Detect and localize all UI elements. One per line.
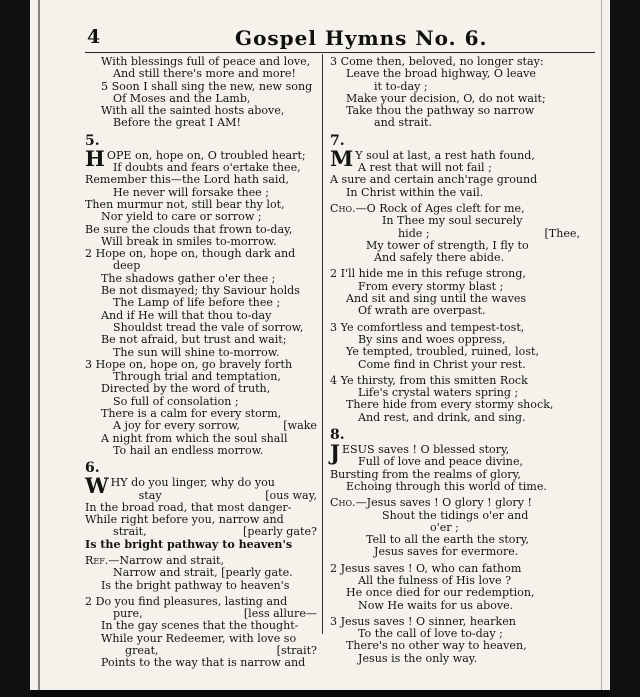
hymn6-v3-line: it to-day ;	[374, 79, 428, 93]
hymn8-line: Full of love and peace divine,	[358, 455, 524, 469]
drop-cap: M	[330, 145, 354, 171]
hymn7-v2-line: 2 I'll hide me in this refuge strong,	[330, 267, 526, 281]
chorus-line: —O Rock of Ages cleft for me,	[355, 201, 525, 215]
hymn7-v4-line: Life's crystal waters spring ;	[358, 386, 519, 400]
hymn5-v3-line: A joy for every sorrow,	[113, 419, 240, 433]
hymn5-v2-line: Shouldst tread the vale of sorrow,	[113, 320, 304, 334]
hymn6-line: In the broad road, that most danger-	[85, 500, 292, 514]
drop-cap: J	[330, 440, 340, 466]
hymn8-v2-line: Now He waits for us above.	[358, 598, 514, 612]
scan-border-right	[610, 0, 640, 697]
hymn4-verse5-line: With all the sainted hosts above,	[101, 104, 285, 118]
hymn6-v2-line: pure,	[113, 607, 143, 621]
hymn-number-7: 7.	[330, 132, 345, 149]
hymn6-v2-line: While your Redeemer, with love so	[101, 631, 297, 645]
hymn7-v3-line: By sins and woes oppress,	[358, 332, 506, 346]
hymn5-v3-line: Through trial and temptation,	[113, 370, 281, 384]
page-fold-line	[38, 0, 40, 690]
column-divider	[322, 54, 323, 634]
refrain-label: Ref.	[85, 553, 109, 567]
hymn5-v3-line: Directed by the word of truth,	[101, 382, 271, 396]
hymn4-line: With blessings full of peace and love,	[101, 55, 311, 68]
hymn6-v3-line: Leave the broad highway, O leave	[346, 67, 537, 81]
hymn8-line: Bursting from the realms of glory,	[330, 467, 521, 481]
hymn5-line: Remember this—the Lord hath said,	[85, 173, 289, 187]
hymn7-first-line: Y soul at last, a rest hath found,	[355, 148, 535, 162]
scan-border-left	[0, 0, 30, 697]
hymn4-verse5-line: Before the great I AM!	[113, 116, 241, 130]
hymn5-v3-line: To hail an endless morrow.	[113, 443, 264, 457]
chorus-line: In Thee my soul securely	[382, 214, 523, 228]
hymn8-v3-line: To the call of love to-day ;	[358, 627, 503, 641]
page-edge-line	[601, 0, 602, 690]
hymn8-v2-line: He once died for our redemption,	[346, 586, 535, 600]
chorus-line: hide ;	[398, 226, 430, 240]
hymn8-v2-line: 2 Jesus saves ! O, who can fathom	[330, 561, 522, 575]
hymn6-v2-line: In the gay scenes that the thought-	[101, 619, 299, 633]
hymn5-v2-line: Be not afraid, but trust and wait;	[101, 333, 287, 347]
hymn5-v2-line: The sun will shine to-morrow.	[113, 345, 280, 359]
hymn7-v2-line: Of wrath are overpast.	[358, 304, 486, 318]
hymn7-v4-line: There hide from every stormy shock,	[346, 398, 554, 412]
hymn-number-5: 5.	[85, 132, 100, 149]
hymn4-line: And still there's more and more!	[113, 67, 296, 81]
hymn6-v3-line: Make your decision, O, do not wait;	[346, 91, 546, 105]
hymn6-v2-runover: [strait?	[276, 644, 317, 658]
hymn-number-6: 6.	[85, 460, 100, 477]
chorus-line: And safely there abide.	[374, 251, 505, 265]
hymn5-v3-line: 3 Hope on, hope on, go bravely forth	[85, 357, 293, 371]
hymn6-line: strait,	[113, 525, 147, 539]
drop-cap: H	[85, 145, 105, 171]
hymn5-line: If doubts and fears o'ertake thee,	[113, 161, 301, 175]
chorus-label: Cho.	[330, 201, 356, 215]
hymn5-v2-line: 2 Hope on, hope on, though dark and	[85, 247, 296, 261]
hymn5-v2-line: The Lamp of life before thee ;	[113, 296, 281, 310]
hymn7-v4-line: And rest, and drink, and sing.	[358, 410, 526, 424]
refrain-line: Narrow and strait, [pearly gate.	[113, 566, 293, 580]
hymn7-line: In Christ within the vail.	[346, 185, 484, 199]
hymn8-v3-line: Jesus is the only way.	[358, 651, 478, 665]
refrain-line: —Narrow and strait,	[108, 553, 224, 567]
hymn6-v2-line: great,	[125, 644, 159, 658]
hymn8-v2-line: All the fulness of His love ?	[358, 573, 512, 587]
hymn5-v3-line: A night from which the soul shall	[101, 431, 288, 445]
hymn6-runover: [ous way,	[265, 488, 317, 502]
right-column	[330, 56, 580, 665]
hymn8-line: Echoing through this world of time.	[346, 479, 547, 493]
hymn7-v3-line: Ye tempted, troubled, ruined, lost,	[346, 345, 539, 359]
hymn8-first-line: ESUS saves ! O blessed story,	[341, 443, 510, 457]
hymn4-verse5-line: 5 Soon I shall sing the new, new song	[101, 79, 313, 93]
hymn7-line: A sure and certain anch'rage ground	[330, 173, 538, 187]
hymn7-v2-line: And sit and sing until the waves	[346, 292, 527, 306]
hymn4-verse5-line: Of Moses and the Lamb,	[113, 91, 251, 105]
hymn6-v2-line: Points to the way that is narrow and	[101, 656, 306, 670]
hymn6-first-line: HY do you linger, why do you	[110, 476, 275, 490]
hymn6-v2-runover: [less allure—	[243, 607, 317, 621]
hymn5-v2-line: Be not dismayed; thy Saviour holds	[101, 284, 300, 298]
hymn6-line: Is the bright pathway to heaven's	[85, 537, 293, 551]
chorus-line: Tell to all the earth the story,	[366, 533, 530, 547]
refrain-line: Is the bright pathway to heaven's	[101, 578, 290, 592]
hymn5-first-line: OPE on, hope on, O troubled heart;	[106, 148, 306, 162]
hymn5-line: Will break in smiles to-morrow.	[101, 234, 277, 248]
hymn5-line: He never will forsake thee ;	[113, 185, 270, 199]
hymn5-line: Be sure the clouds that frown to-day,	[85, 222, 293, 236]
hymn5-v3-line: There is a calm for every storm,	[101, 407, 282, 421]
hymn6-v2-line: 2 Do you find pleasures, lasting and	[85, 594, 288, 608]
hymn8-v3-line: 3 Jesus saves ! O sinner, hearken	[330, 614, 516, 628]
hymn6-v3-line: 3 Come then, beloved, no longer stay:	[330, 55, 544, 68]
hymn5-v2-line: And if He will that thou to-day	[101, 308, 272, 322]
chorus-label: Cho.	[330, 496, 356, 510]
hymn7-v3-line: 3 Ye comfortless and tempest-tost,	[330, 320, 525, 334]
chorus-line: Shout the tidings o'er and	[382, 508, 529, 522]
chorus-runover: [Thee,	[544, 226, 580, 240]
hymn5-v2-line: The shadows gather o'er thee ;	[101, 271, 276, 285]
hymn5-line: Then murmur not, still bear thy lot,	[85, 197, 285, 211]
hymn5-v3-line: So full of consolation ;	[113, 394, 239, 408]
hymn7-v2-line: From every stormy blast ;	[358, 279, 504, 293]
hymn5-v3-runover: [wake	[283, 419, 317, 433]
page-number: 4	[87, 26, 101, 48]
header-rule	[85, 52, 595, 53]
hymn6-line: While right before you, narrow and	[85, 513, 284, 527]
page-header	[75, 26, 575, 52]
hymn6-v3-line: and strait.	[374, 116, 432, 130]
chorus-line: My tower of strength, I fly to	[366, 238, 529, 252]
hymn7-v4-line: 4 Ye thirsty, from this smitten Rock	[330, 373, 528, 387]
page-title: Gospel Hymns No. 6.	[235, 26, 488, 50]
hymnal-page	[30, 0, 610, 690]
hymn6-runover: [pearly gate?	[243, 525, 317, 539]
chorus-line: Jesus saves for evermore.	[374, 545, 519, 559]
hymn7-line: A rest that will not fail ;	[358, 161, 492, 175]
hymn8-v3-line: There's no other way to heaven,	[346, 639, 527, 653]
drop-cap: W	[85, 473, 109, 499]
hymn5-line: Nor yield to care or sorrow ;	[101, 210, 262, 224]
left-column	[85, 56, 317, 670]
hymn6-line: stay	[138, 488, 162, 502]
hymn5-v2-line: deep	[113, 259, 141, 273]
chorus-line: o'er ;	[430, 520, 459, 534]
hymn7-v3-line: Come find in Christ your rest.	[358, 357, 526, 371]
chorus-line: —Jesus saves ! O glory ! glory !	[355, 496, 532, 510]
hymn-number-8: 8.	[330, 427, 345, 444]
hymn6-v3-line: Take thou the pathway so narrow	[346, 104, 535, 118]
